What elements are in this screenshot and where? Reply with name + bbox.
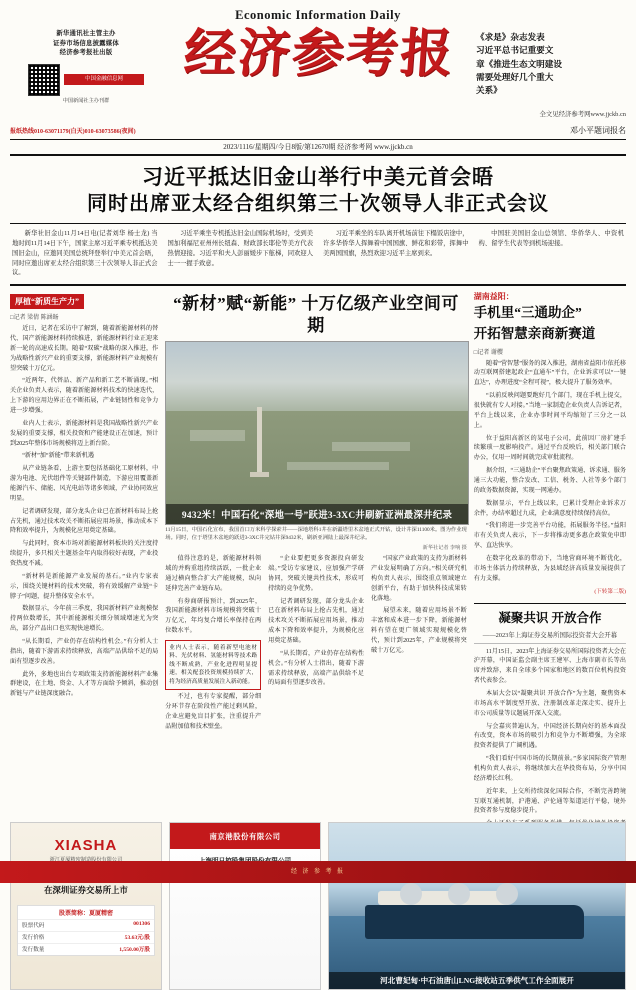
masthead-left-info: [10, 27, 162, 106]
masthead-logo-row: [10, 64, 162, 96]
column-center: [165, 291, 467, 816]
paragraph: 位于益阳高新区的某电子公司，此前因厂房扩建手续繁琐一度影响投产。通过平台反映后，相关部门联合办公，仅用一周时间就完成审批流程。: [473, 435, 627, 462]
paragraph: 本届大会以“凝聚共识 开放合作”为主题，聚焦资本市场高水平制度型开放、注册制改革走深走实、提升上市公司质量等议题展开深入交流。: [473, 690, 627, 717]
paragraph: 随着“营智慧”服务的深入推进，湖南省益阳市依托移动互联网搭建起政企“直通车”平台，企业诉求可以“一键直达”，办理进度“全程可视”，极大提升了服务效率。: [473, 360, 627, 387]
right-section2-subtitle: ——2023年上海证券交易所国际投资者大会开幕: [482, 631, 617, 639]
paragraph: 展望未来，随着应用场景不断丰富和成本进一步下降，新能源材料有望在更广领域实现规模化替代，预计到2025年，产业规模将突破十万亿元。: [370, 608, 467, 654]
paragraph: 值得注意的是，新能源材料领域的并购重组持续活跃，一批企业通过横向整合扩大产能规模，纵向延伸完善产业链布局。: [165, 556, 262, 592]
center-subcolumn-mid: [268, 555, 364, 735]
publisher-line-3: 经济参考报社出版: [59, 49, 113, 57]
ad-top-banner: 南京港股份有限公司: [170, 823, 320, 849]
paragraph: 近年来，上交所持续深化国际合作，不断完善跨境互联互通机制，沪港通、沪伦通等渠道运行平稳，境外投资者参与度稳步提升。: [473, 788, 627, 815]
right-section2-title: 凝聚共识 开放合作: [498, 610, 602, 625]
paragraph: 记者调研发现，部分龙头企业已在新材料布局上抢占先机，通过技术攻关不断拓展应用场景，推动成本下降和效率提升，为规模化应用奠定基础。: [10, 508, 159, 535]
paragraph: “我们将进一步完善平台功能，拓展服务半径。”益阳市有关负责人表示，下一步将推动更多惠企政策免申即享、直达快享。: [473, 523, 627, 550]
lead-paragraph: 习近平乘坐专机抵达旧金山国际机场时，受到美国加利福尼亚州州长纽森、财政部长耶伦等美方代表热情迎接。习近平和夫人彭丽媛步下舷梯，同欢迎人士一一握手致意。: [167, 230, 313, 267]
photo-detail: [332, 442, 410, 451]
paragraph: “以前反映问题要跑好几个部门，现在手机上提交，很快就有专人对接。”当地一家制造企业负责人告诉记者，平台上线以来，企业办事时间平均缩短了三分之一以上。: [473, 393, 627, 429]
ad-xiasha[interactable]: [10, 822, 162, 990]
ad-mingri-holding[interactable]: [169, 822, 321, 990]
photo-subcaption: 11月15日，中国石化宣布，我国首口万米科学探索井——深地塔科1井在新疆塔里木盆地正式开钻，设计井深11100米。图为作业现场。同时，位于塔里木盆地的跃进3-3XC井完钻井深9432米，刷新亚洲陆上最深井纪录。: [165, 527, 467, 542]
paragraph: 有券商研报预计，到2025年，我国新能源材料市场规模将突破十万亿元，年均复合增长率保持在两位数水平。: [165, 598, 262, 635]
issue-info-text: 2023/1116/星期四/今日8版/第12670期 经济参考网 www.jjckb.cn: [223, 143, 413, 151]
photo-detail: [287, 462, 390, 469]
ad-brand-name: XIASHA: [54, 837, 118, 855]
main-headline: “新材”赋“新能” 十万亿级产业空间可期: [173, 294, 459, 336]
section-divider: [474, 603, 626, 604]
right-section-byline: □记者 谢樱: [473, 349, 503, 356]
table-row: [18, 920, 154, 932]
publisher-line-2: 证券市场信息披露媒体: [53, 39, 119, 47]
publisher-line-1: 新华通讯社主管主办: [56, 30, 116, 37]
highlight-quote-box: 业内人士表示，随着新型电池材料、光伏材料、氢能材料等技术路线不断成熟，产业化进程明显提速，相关配套投资规模持续扩大，将为经济高质量发展注入新动能。: [165, 640, 261, 690]
lead-headline-block: [10, 156, 626, 224]
main-columns: [10, 291, 626, 816]
masthead-center: [168, 27, 470, 81]
paragraph: “近两年，代替品、新产品和新工艺不断涌现。”相关企业负责人表示，随着新能源材料技术的快速迭代，上下游的应用边界正在不断拓展，产业链韧性和竞争力进一步增强。: [10, 378, 159, 414]
drilling-rig-shape: [257, 407, 262, 477]
english-masthead-title: Economic Information Daily: [235, 8, 401, 22]
row-value: 53.63元/股: [124, 935, 150, 942]
right-section-body: [474, 360, 626, 597]
lead-paragraph: 习近平乘坐的车队离开机场前往下榻饭店途中，许多华侨华人挥舞着中国国旗、鲜花和彩带，挥舞中美两国国旗，热烈欢迎习近平主席到来。: [323, 230, 469, 257]
paragraph: “企业要把更多资源投向研发端。”受访专家建议，应加强产学研协同，突破关键共性技术，形成可持续的竞争优势。: [268, 556, 364, 592]
photo-credit: 新华社记者 李响 摄: [422, 545, 467, 552]
paragraph: 不过，也有专家提醒，部分细分环节存在阶段性产能过剩风险，企业应避免盲目扩张，注重提升产品附加值和技术壁垒。: [165, 693, 262, 730]
photo-detail: [190, 430, 244, 441]
lead-headline-1: 习近平抵达旧金山举行中美元首会晤: [142, 165, 494, 189]
row-value: 001306: [133, 921, 150, 928]
teaser-line-5: 关系》: [476, 85, 502, 96]
table-row: [18, 932, 154, 944]
teaser-line-4: 需要处理好几个重大: [476, 71, 554, 82]
paragraph: 与会嘉宾普遍认为，中国经济长期向好的基本面没有改变，资本市场的吸引力和竞争力不断增强，为全球投资者提供了广阔机遇。: [473, 723, 627, 750]
paragraph: 从产业链条看，上游主要包括基础化工原材料，中游为电池、光伏组件等关键部件制造，下游应用覆盖新能源汽车、储能、风光电站等诸多领域，产业协同效应明显。: [10, 466, 159, 502]
lng-tank-icon: [496, 883, 518, 905]
right-section-title-1: 手机里“三通助企”: [473, 305, 582, 321]
column-left: [10, 291, 158, 816]
paragraph: 据介绍，“三通助企”平台聚焦政策通、诉求通、服务通三大功能，整合发改、工信、税务、人社等多个部门的政务数据资源，实现一网通办。: [473, 468, 627, 494]
masthead-chinese-title: 经济参考报: [182, 26, 457, 83]
ad-table-header: 股票简称：夏厦精密: [18, 906, 154, 920]
column-right: [474, 291, 626, 816]
paragraph: “国家产业政策的支持为新材料产业发展明确了方向。”相关研究机构负责人表示，围绕重点领域建立创新平台，有助于加快科技成果转化落地。: [370, 556, 467, 602]
paragraph: 11月15日，2023年上海证券交易所国际投资者大会在沪开幕，中国证监会副主席王建军、上海市副市长等出席并致辞，来自全球多个国家和地区的数百位机构投资者代表参会。: [473, 648, 627, 685]
teaser-website: 全文见经济参考网www.jjckb.cn: [539, 110, 626, 118]
row-label: 股票代码: [22, 923, 45, 930]
lng-tank-icon: [448, 883, 470, 905]
paragraph: 与此同时，资本市场对新能源材料板块的关注度持续提升，多只相关主题基金年内取得较好表现，产业投资热度不减。: [10, 541, 159, 567]
article-kicker: 厚植“新质生产力”: [10, 294, 84, 309]
masthead-signature: 邓小平题词报名: [570, 126, 626, 135]
article-body-left: [10, 325, 158, 700]
teaser-line-3: 章《推进生态文明建设: [476, 58, 562, 69]
paragraph: 此外，多地也出台专项政策支持新能源材料产业集群建设，在土地、资金、人才等方面给予倾斜，推动创新链与产业链深度融合。: [10, 671, 159, 698]
paragraph: “新材料是新能源产业发展的基石。”业内专家表示，围绕关键材料的技术突破，将有效缓解产业链“卡脖子”问题，提升整体安全水平。: [10, 573, 159, 600]
paragraph: 业内人士表示，新能源材料是我国战略性新兴产业发展的重要支撑，相关投资和产能建设正在加速，预计到2025年整体市场规模将迈上新台阶。: [10, 420, 159, 447]
article-byline: □记者 梁倩 陈涵旸: [10, 315, 59, 322]
lead-paragraph: 新华社旧金山11月14日电(记者刘华 杨士龙) 当地时间11月14日下午，国家主席习近平乘专机抵达美国旧金山，应邀同美国总统拜登举行中美元首会晤，同时应邀出席亚太经合组织第三十次领导人非正式会议。: [12, 230, 158, 277]
right-section-title-2: 开拓智慧亲商新赛道: [473, 326, 596, 342]
thin-rule: [474, 643, 626, 644]
qr-code-icon: [28, 64, 60, 96]
finance-network-badge: 中国金融信息网: [64, 74, 144, 85]
ad-headline-2: 在深圳证券交易所上市: [44, 885, 128, 895]
lng-ship-shape: [365, 905, 584, 939]
issue-info-line: [10, 139, 626, 156]
lng-photo-block: [328, 822, 626, 990]
center-subcolumn-left: [165, 555, 261, 735]
paragraph: 数据显示，平台上线以来，已累计受理企业诉求万余件，办结率超过九成，企业满意度持续保持高位。: [473, 500, 627, 517]
paragraph: 在数字化改革的带动下，当地营商环境不断优化，市场主体活力持续释放，为县域经济高质量发展提供了有力支撑。: [473, 556, 627, 582]
footer-strip: [0, 861, 636, 883]
table-row: [18, 944, 154, 955]
photo-caption: 9432米！中国石化“深地一号”跃进3-3XC井刷新亚洲最深井纪录: [166, 504, 468, 524]
lead-article-body: [10, 224, 626, 286]
paragraph: 数据显示，今年前三季度，我国新材料产业规模保持两位数增长，其中新能源相关细分领域增速尤为突出，部分产品出口也实现快速增长。: [10, 606, 159, 633]
lead-paragraph: 中国驻美国旧金山总领馆、华侨华人、中资机构、留学生代表等到机场迎接。: [478, 230, 624, 248]
masthead: [10, 27, 626, 123]
paragraph: “从长期看，产业仍存在结构性机会。”有分析人士指出，随着下游需求持续释放，高端产品供给不足的局面有望逐步改善。: [268, 650, 364, 687]
masthead-right-teaser[interactable]: [476, 27, 626, 119]
paragraph: 记者调研发现，部分龙头企业已在新材料布局上抢占先机，通过技术攻关不断拓展应用场景，推动成本下降和效率提升，为规模化应用奠定基础。: [268, 598, 364, 645]
hotline-text: 报纸热线010-63071179(白天)010-63073586(夜间): [10, 129, 136, 135]
lng-photo-caption: 河北曹妃甸·中石油唐山LNG接收站五季供气工作全面展开: [329, 972, 625, 989]
teaser-line-1: 《求是》杂志发表: [476, 32, 545, 42]
lead-headline-2: 同时出席亚太经合组织第三十次领导人非正式会议: [87, 193, 549, 216]
paragraph: “新材”加“新能”带来新机遇: [22, 453, 94, 460]
ad-stock-table: [17, 905, 155, 956]
masthead-hotline-bar: [10, 125, 626, 136]
row-label: 发行价格: [22, 935, 45, 942]
footer-text: 经 济 参 考 报: [290, 869, 345, 875]
row-value: 1,550.00万股: [119, 947, 150, 954]
lng-tank-icon: [400, 883, 422, 905]
main-photo: [165, 341, 469, 525]
center-subcolumn-right: [371, 555, 467, 735]
teaser-line-2: 习近平总书记重要文: [476, 45, 554, 56]
row-label: 发行数量: [22, 947, 45, 954]
center-subcolumns: [165, 555, 467, 735]
paragraph: 近日，记者在采访中了解到，随着新能源材料的替代、国产新能源材料持续推进，新能源材料行业正迎来新一轮的高速成长期。随着“双碳”战略的深入推进，作为战略性新兴产业的重要支撑，新能源材料产业规模有望突破十万亿元。: [10, 326, 159, 372]
paragraph: “我们看好中国市场的长期前景。”多家国际资产管理机构负责人表示，将继续加大在华投资布局，分享中国经济增长红利。: [473, 756, 627, 782]
masthead-caption: 中国新闻社主办刊群: [62, 97, 110, 104]
bottom-advertisements: [10, 822, 626, 990]
continuation-note[interactable]: (下转第二版): [594, 588, 627, 595]
paragraph: “从长期看，产业仍存在结构性机会。”有分析人士指出，随着下游需求持续释放，高端产品供给不足的局面有望逐步改善。: [10, 639, 159, 665]
right-section-location: 湖南益阳：: [473, 292, 514, 302]
